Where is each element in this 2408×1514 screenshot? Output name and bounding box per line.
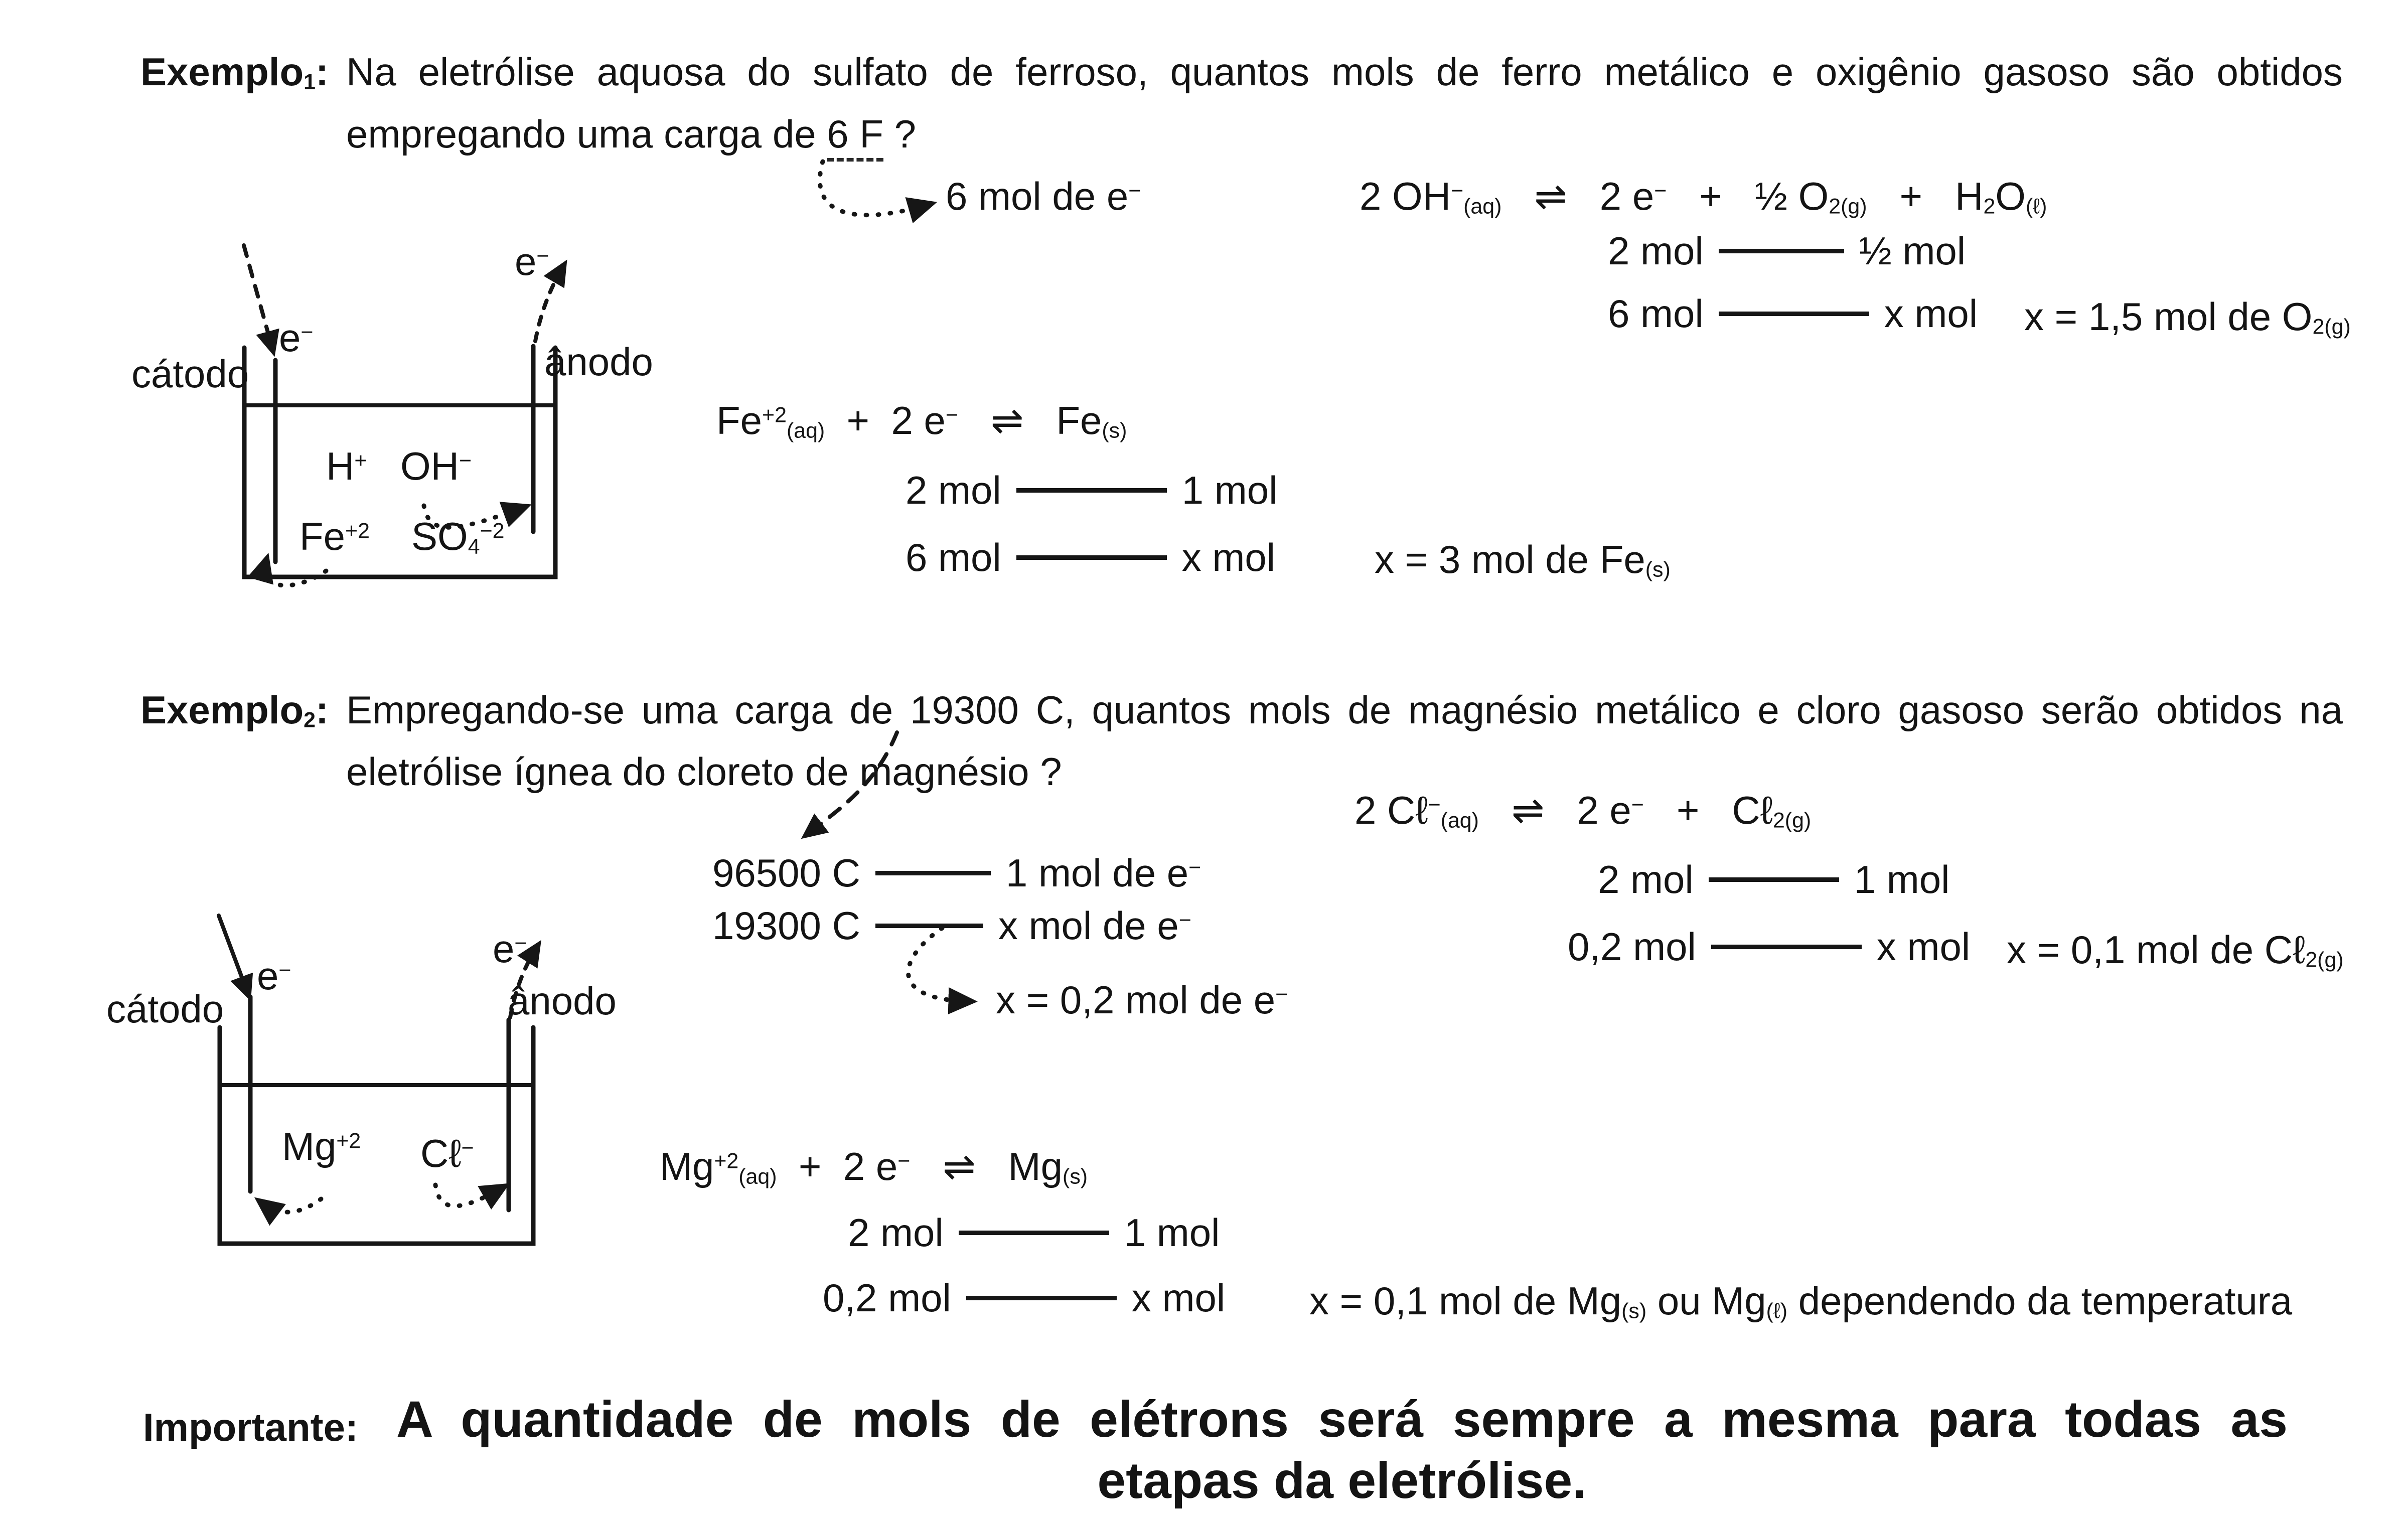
proportion-line <box>875 871 991 875</box>
cell2-chloride-migration-arrow <box>435 1185 502 1206</box>
cell1-anode-electron-label: e− <box>515 239 549 283</box>
example1-cathode-ratio-row1 <box>906 468 1277 513</box>
example1-electron-note: 6 mol de e− <box>946 174 1141 218</box>
example1-question-line2 <box>346 112 916 156</box>
ratio-left: 96500 C <box>712 851 860 895</box>
ratio-right: 1 mol <box>1181 468 1278 512</box>
example1-anode-equation: 2 $OH^-_{(aq)}$ ⇌ 2 e− + ½ $O_{2(g)} + H_2O_{(\ell)}$ <box>1360 174 2047 219</box>
example2-anode-ratio-row1 <box>1598 857 1949 902</box>
cell2-beaker-outline <box>220 1027 533 1244</box>
important-statement-line2: etapas da eletrólise. <box>1097 1452 1587 1509</box>
ratio-right: ½ mol <box>1859 229 1966 273</box>
cell2-magnesium-migration-arrow <box>262 1199 321 1212</box>
example2-question-line1: Empregando-se uma carga de 19300 C, quantos mols de magnésio metálico e cloro gasoso serão obtidos na <box>346 688 2343 732</box>
example1-question-line2-pre: empregando uma carga de <box>346 112 827 156</box>
proportion-line <box>1719 312 1869 316</box>
example2-faraday-result: x = 0,2 mol de e− <box>996 978 1288 1022</box>
example2-cathode-result: x = 0,1 mol de $Mg_{(s)}$ ou $Mg_{(\ell)}$ dependendo da temperatura <box>1309 1279 2293 1323</box>
example1-cathode-result: x = 3 mol de $Fe_{(s)}$ <box>1375 537 1671 582</box>
cell1-beaker-diagram <box>244 245 563 585</box>
ratio-left: 6 mol <box>906 535 1001 579</box>
cell1-ion-sulfate: $SO_4^{-2}$ <box>411 514 505 559</box>
example1-anode-result: x = 1,5 mol de $O_{2(g)}$ <box>2024 294 2351 339</box>
example2-cathode-ratio-row1 <box>848 1210 1220 1256</box>
proportion-line <box>966 1296 1117 1300</box>
ratio-right: x mol de e− <box>998 903 1191 948</box>
charge-to-electrons-arrow <box>820 162 928 215</box>
cell2-cathode-label: cátodo <box>106 987 224 1031</box>
ratio-left: 2 mol <box>1598 857 1694 901</box>
cell1-ion-hydrogen: H+ <box>326 444 367 488</box>
example2-anode-ratio-row2 <box>1568 924 1970 970</box>
proportion-line <box>875 924 983 928</box>
ratio-right: x mol <box>1181 535 1276 579</box>
cell2-anode-electron-label: e− <box>493 927 527 971</box>
cell1-cathode-electron-label: e− <box>279 316 314 360</box>
cell2-anode-label: ânodo <box>508 979 617 1023</box>
example2-anode-equation: 2 Cℓ−$_{(aq)}$ ⇌ 2 e− + Cℓ$_{2(g)}$ <box>1354 788 1812 833</box>
cell2-ion-magnesium: $Mg^{+2}$ <box>282 1124 361 1168</box>
ratio-right: x mol <box>1131 1276 1226 1320</box>
proportion-line <box>959 1231 1109 1235</box>
proportion-line <box>1719 249 1844 253</box>
cell1-iron-migration-arrow <box>265 562 326 585</box>
ratio-left: 6 mol <box>1608 291 1704 336</box>
cell2-cathode-electron-label: e− <box>257 954 291 998</box>
ratio-right: x mol <box>1884 291 1978 336</box>
ratio-right: 1 mol <box>1124 1210 1220 1255</box>
cell1-ion-hydroxide: OH− <box>400 444 472 488</box>
example1-cathode-equation: $Fe^{+2}_{(aq)} + 2$ e− ⇌ $Fe_{(s)}$ <box>716 398 1127 443</box>
example2-anode-result: x = 0,1 mol de Cℓ$_{2(g)}$ <box>2007 928 2344 972</box>
proportion-line <box>1016 555 1167 560</box>
example2-cathode-equation: $Mg^{+2}_{(aq)} + 2$ e− ⇌ $Mg_{(s)}$ <box>660 1144 1088 1189</box>
cell2-ion-chloride: Cℓ− <box>420 1131 474 1175</box>
cell1-ion-iron: $Fe^{+2}$ <box>299 514 370 558</box>
proportion-line <box>1016 488 1167 493</box>
ratio-left: 2 mol <box>1608 229 1704 273</box>
example2-label: Exemplo$_2$: <box>140 688 329 732</box>
important-statement-line1: A quantidade de mols de elétrons será sempre a mesma para todas as <box>396 1391 2288 1448</box>
example1-anode-ratio-row2 <box>1608 291 1978 337</box>
ratio-right: 1 mol de e− <box>1005 851 1201 895</box>
example1-question-line1: Na eletrólise aquosa do sulfato de ferroso, quantos mols de ferro metálico e oxigênio gasoso são obtidos <box>346 50 2343 94</box>
cell1-electron-in-arrow <box>244 245 272 349</box>
ratio-left: 0,2 mol <box>1568 925 1696 969</box>
example1-question-line2-post: ? <box>883 112 917 156</box>
cell2-electron-in-arrow <box>219 916 248 993</box>
ratio-left: 2 mol <box>906 468 1001 512</box>
ratio-right: x mol <box>1876 925 1971 969</box>
example1-charge-value: 6 F <box>827 112 883 162</box>
cell1-beaker-outline <box>244 348 555 577</box>
cell1-cathode-label: cátodo <box>131 352 249 396</box>
example2-faraday-row1 <box>712 850 1201 896</box>
ratio-left: 0,2 mol <box>823 1276 951 1320</box>
example1-anode-ratio-row1 <box>1608 228 1966 274</box>
cell1-anode-label: ânodo <box>544 340 653 384</box>
proportion-line <box>1711 945 1862 949</box>
ratio-left: 2 mol <box>848 1210 944 1255</box>
example2-question-line2: eletrólise ígnea do cloreto de magnésio ? <box>346 749 1062 794</box>
important-label: Importante: <box>143 1405 358 1449</box>
example2-faraday-row2 <box>712 903 1191 949</box>
ratio-left: 19300 C <box>712 903 860 948</box>
example1-label: Exemplo$_1$: <box>140 50 329 94</box>
ratio-right: 1 mol <box>1854 857 1950 901</box>
example2-cathode-ratio-row2 <box>823 1275 1225 1321</box>
example1-cathode-ratio-row2 <box>906 535 1275 580</box>
proportion-line <box>1709 877 1839 882</box>
